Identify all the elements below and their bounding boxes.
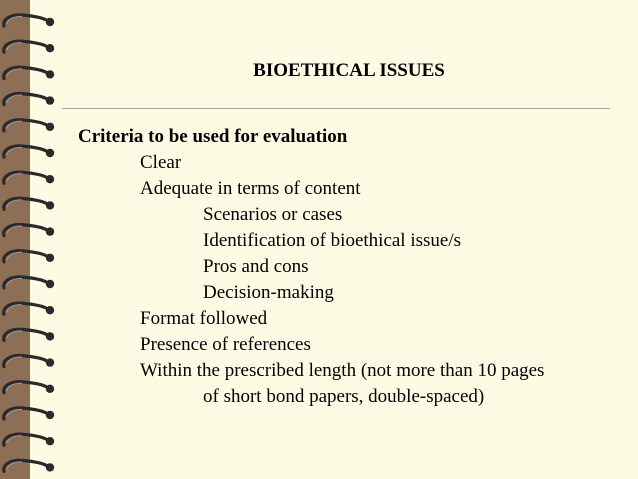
criteria-subitem: Pros and cons: [203, 256, 309, 277]
spiral-ring: [4, 120, 55, 131]
spiral-ring: [4, 224, 55, 235]
spiral-ring: [4, 460, 55, 471]
spiral-ring: [4, 303, 55, 314]
spiral-ring: [4, 277, 55, 288]
spiral-ring: [4, 15, 55, 26]
criteria-item: Clear: [140, 152, 182, 173]
spiral-ring: [4, 251, 55, 262]
spiral-ring: [4, 172, 55, 183]
criteria-subitem: Decision-making: [203, 282, 334, 303]
criteria-item: Format followed: [140, 308, 268, 329]
criteria-item-continuation: of short bond papers, double-spaced): [203, 386, 485, 407]
spiral-ring: [4, 198, 55, 209]
criteria-item: Within the prescribed length (not more than 10 pages: [140, 360, 545, 381]
slide-title: BIOETHICAL ISSUES: [253, 60, 445, 81]
spiral-ring: [4, 146, 55, 157]
criteria-item: Presence of references: [140, 334, 311, 355]
spiral-ring: [4, 408, 55, 419]
title-divider: [62, 108, 610, 109]
spiral-ring: [4, 93, 55, 104]
criteria-heading: Criteria to be used for evaluation: [78, 126, 348, 147]
spiral-ring: [4, 329, 55, 340]
spiral-ring: [4, 382, 55, 393]
criteria-item: Adequate in terms of content: [140, 178, 361, 199]
criteria-subitem: Scenarios or cases: [203, 204, 343, 225]
spiral-ring: [4, 434, 55, 445]
spiral-ring: [4, 41, 55, 52]
spiral-ring: [4, 67, 55, 78]
criteria-list: [78, 124, 628, 410]
spiral-ring: [4, 355, 55, 366]
criteria-subitem: Identification of bioethical issue/s: [203, 230, 462, 251]
